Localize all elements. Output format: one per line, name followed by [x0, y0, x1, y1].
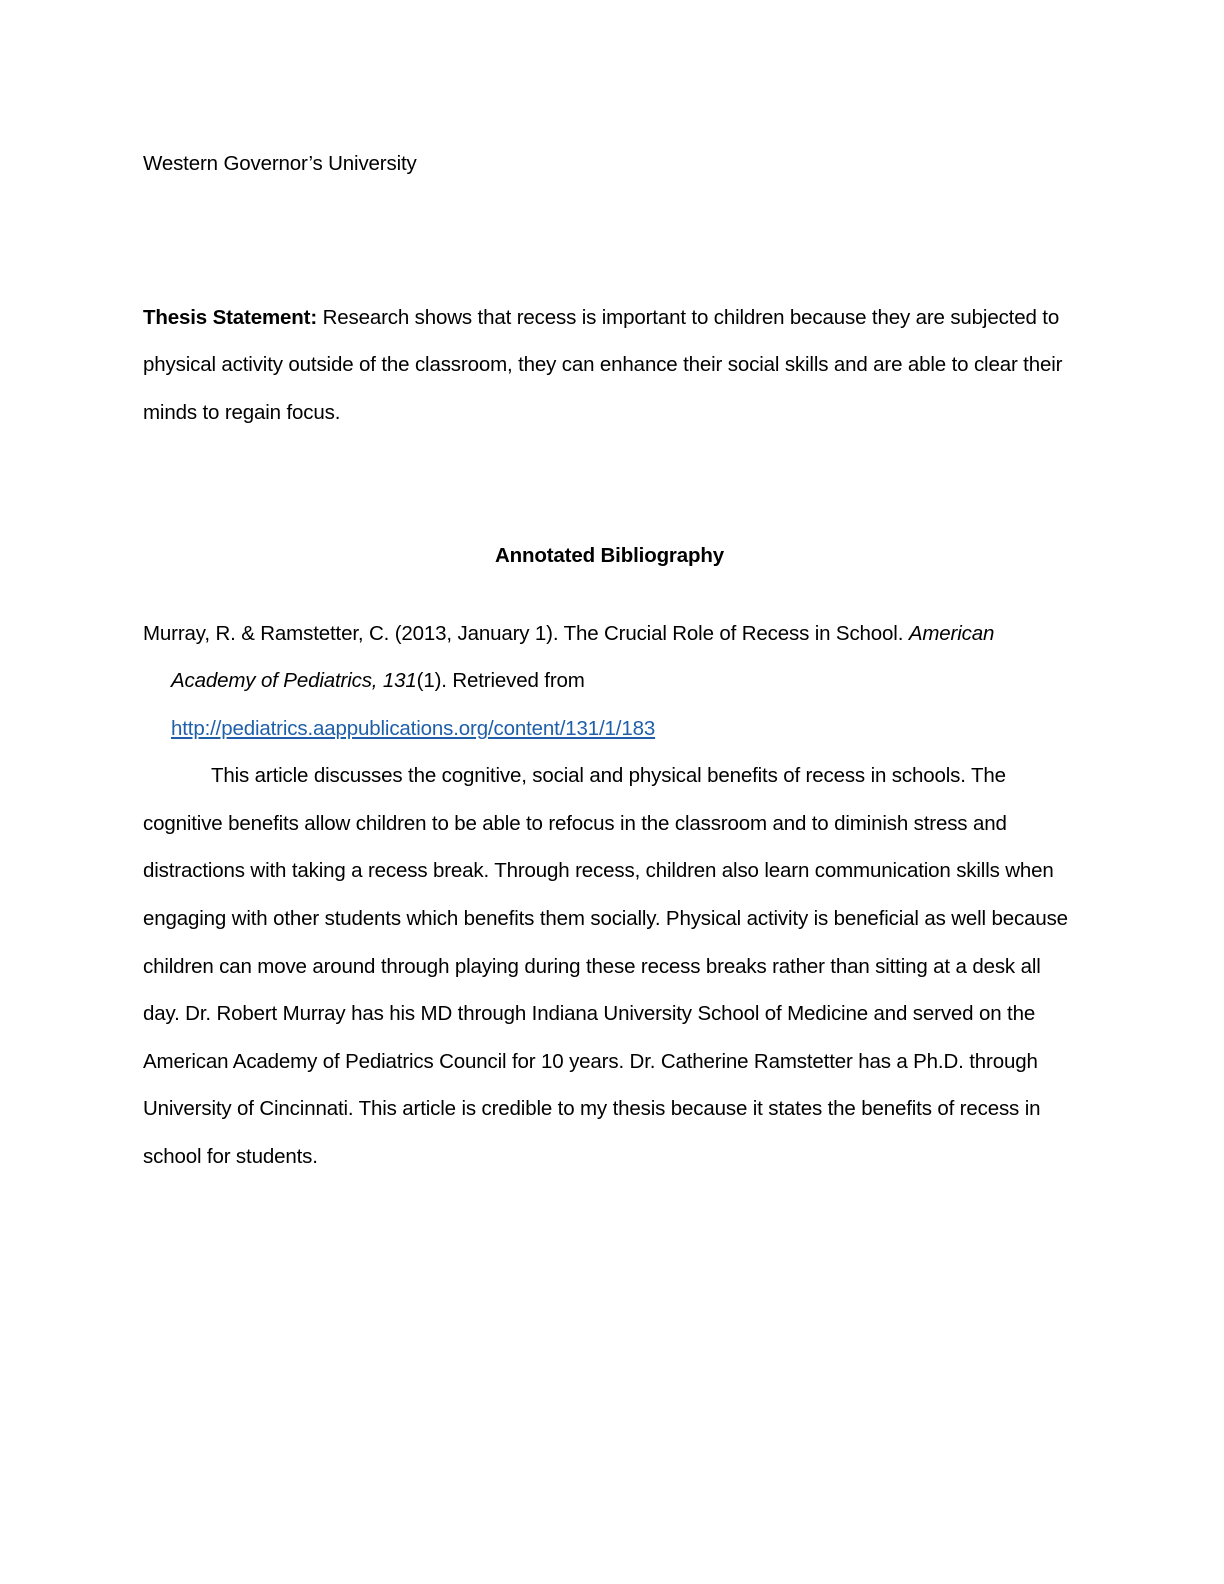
- annotation-paragraph: [143, 752, 1076, 1180]
- citation-entry: [143, 610, 1076, 753]
- thesis-text: Research shows that recess is important to children because they are subjected to physical activity outside of the classroom, they can enhance their social skills and are able to clear their minds to regain focus.: [143, 305, 1063, 424]
- spacer-after-header: [143, 188, 1076, 294]
- annotation-text: This article discusses the cognitive, social and physical benefits of recess in schools. The cognitive benefits allow children to be able to refocus in the classroom and to diminish stress and distractions with taking a recess break. Through recess, children also learn communication skills when engaging with other students which benefits them socially. Physical activity is beneficial as well because children can move around through playing during these recess breaks rather than sitting at a desk all day. Dr. Robert Murray has his MD through Indiana University School of Medicine and served on the American Academy of Pediatrics Council for 10 years. Dr. Catherine Ramstetter has a Ph.D. through University of Cincinnati. This article is credible to my thesis because it states the benefits of recess in school for students.: [143, 764, 1068, 1168]
- section-heading-annotated-bibliography: Annotated Bibliography: [494, 544, 725, 568]
- citation-line-2: [143, 657, 1076, 705]
- thesis-label: Thesis Statement:: [143, 305, 318, 329]
- spacer-before-heading: [143, 436, 1076, 532]
- citation-journal-volume: Academy of Pediatrics, 131: [171, 669, 417, 693]
- citation-line-1: Murray, R. & Ramstetter, C. (2013, January 1). The Crucial Role of Recess in School.: [143, 621, 909, 645]
- citation-issue-retrieved: (1). Retrieved from: [416, 669, 585, 693]
- citation-url-link[interactable]: http://pediatrics.aappublications.org/content/131/1/183: [171, 716, 656, 740]
- thesis-statement: [143, 294, 1076, 437]
- citation-journal-name-part1: American: [908, 621, 995, 645]
- spacer-after-heading: [143, 580, 1076, 610]
- university-name: Western Governor’s University: [143, 152, 417, 175]
